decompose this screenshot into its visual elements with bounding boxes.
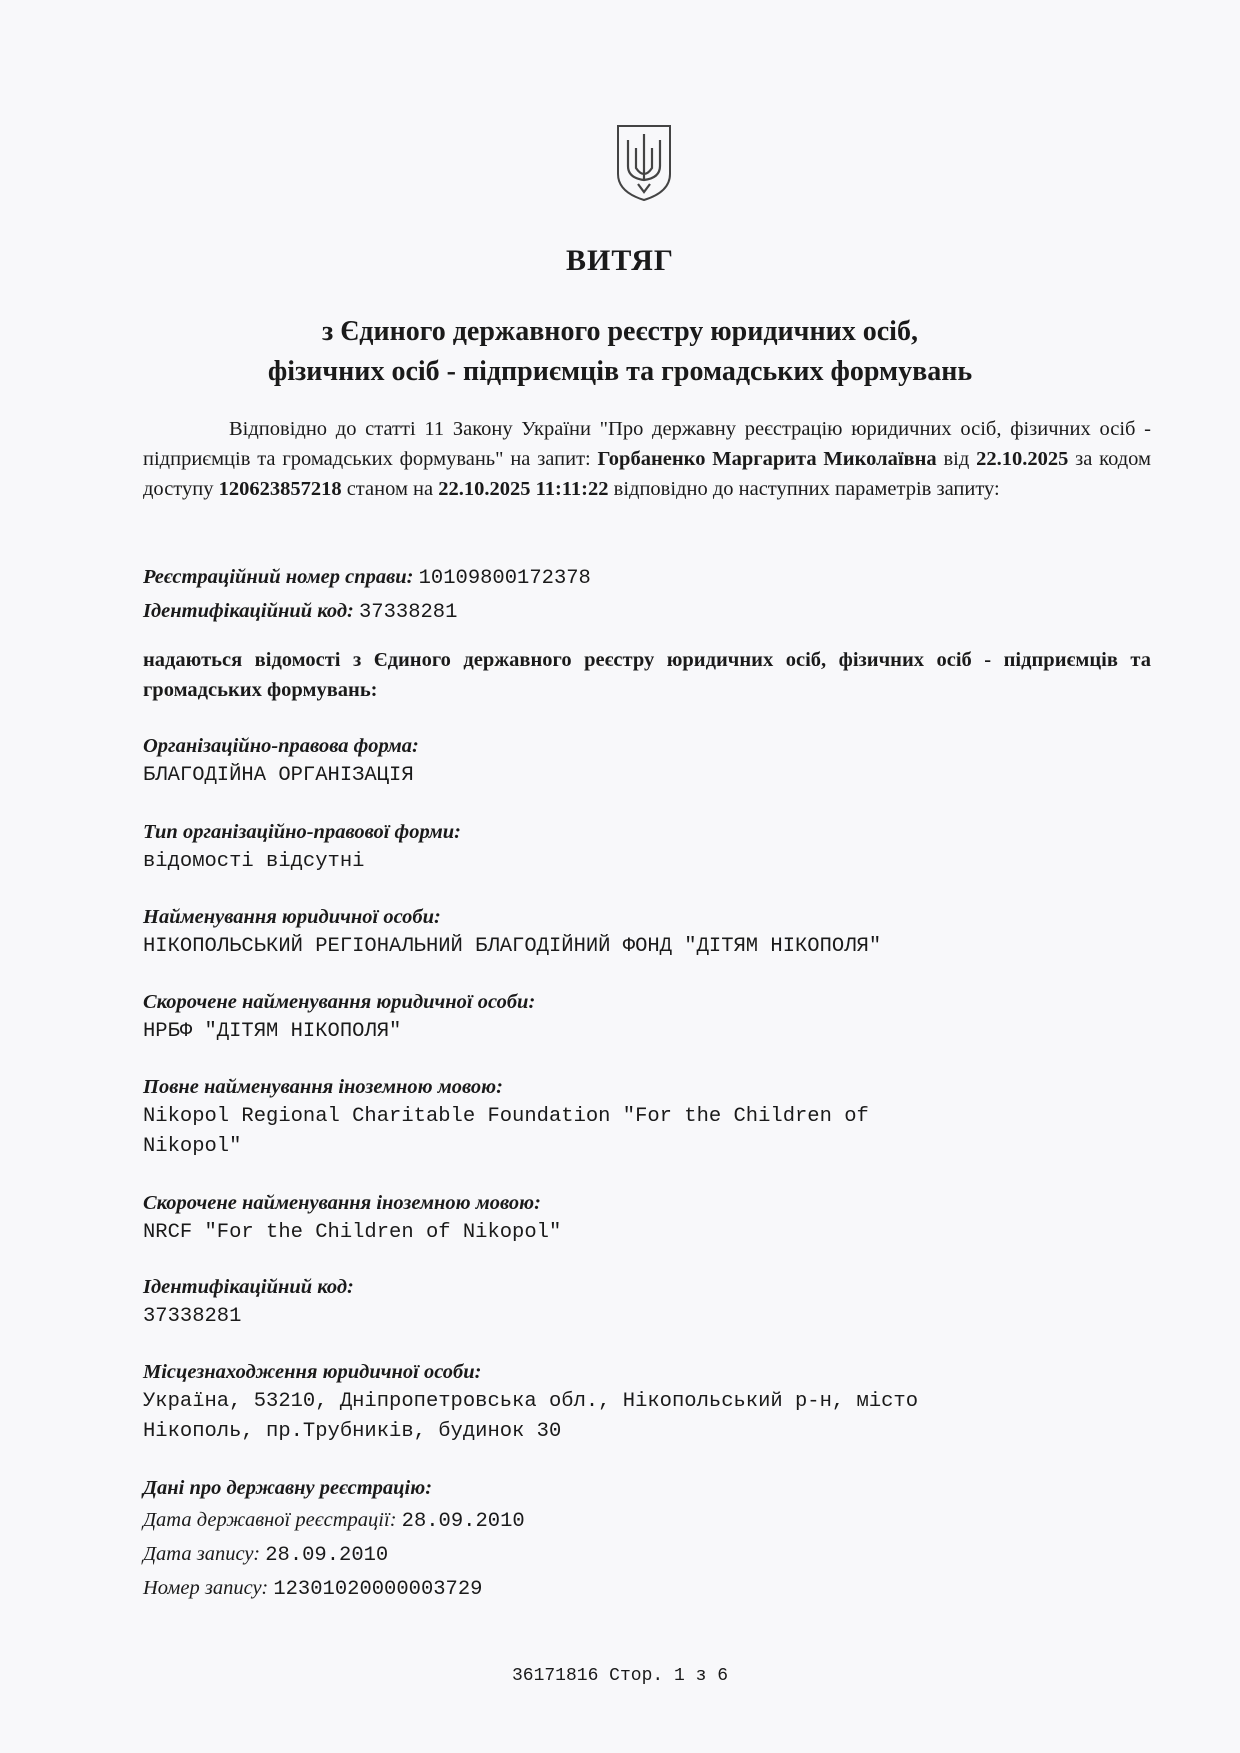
field-value: НІКОПОЛЬСЬКИЙ РЕГІОНАЛЬНИЙ БЛАГОДІЙНИЙ ФОНД "ДІТЯМ НІКОПОЛЯ"	[143, 935, 882, 958]
field-label: Ідентифікаційний код:	[143, 1276, 354, 1298]
entry-date-label: Дата запису:	[143, 1543, 261, 1565]
trident-emblem-icon	[614, 122, 674, 202]
case-number-row	[143, 561, 1151, 595]
registration-section	[143, 1472, 1151, 1606]
intro-text-1: Відповідно до статті 11 Закону України "Про державну реєстрацію юридичних осіб, фізичних осіб - підприємців та громадських формувань" на запит:	[143, 418, 1151, 470]
field-value: Nikopol Regional Charitable Foundation "For the Children of Nikopol"	[143, 1105, 869, 1158]
field-label: Організаційно-правова форма:	[143, 735, 419, 757]
field-value: відомості відсутні	[143, 850, 365, 873]
intro-text-5: відповідно до наступних параметрів запиту:	[608, 478, 1000, 500]
field-label: Найменування юридичної особи:	[143, 906, 441, 928]
page-footer: 36171816 Стор. 1 з 6	[511, 1666, 729, 1686]
intro-text-2: від	[936, 448, 977, 470]
requester-name: Горбаненко Маргарита Миколаївна	[597, 448, 937, 470]
id-code-value: 37338281	[359, 601, 458, 624]
intro-text-4: станом на	[341, 478, 439, 500]
field-value: NRCF "For the Children of Nikopol"	[143, 1221, 562, 1244]
field-legal-name	[143, 902, 1151, 962]
field-label: Тип організаційно-правової форми:	[143, 821, 461, 843]
case-number-value: 10109800172378	[418, 567, 591, 590]
page-subtitle	[0, 312, 1240, 392]
field-short-name	[143, 987, 1151, 1047]
as-of-datetime: 22.10.2025 11:11:22	[438, 478, 609, 500]
field-label: Місцезнаходження юридичної особи:	[143, 1361, 482, 1383]
id-code-row	[143, 595, 1151, 629]
field-legal-form	[143, 731, 1151, 791]
entry-number-value: 12301020000003729	[273, 1578, 483, 1601]
registration-label: Дані про державну реєстрацію:	[143, 1477, 433, 1499]
registration-date-label: Дата державної реєстрації:	[143, 1509, 397, 1531]
entry-date-value: 28.09.2010	[265, 1544, 389, 1567]
field-value: 37338281	[143, 1305, 242, 1328]
field-value: БЛАГОДІЙНА ОРГАНІЗАЦІЯ	[143, 764, 414, 787]
query-params	[143, 561, 1151, 629]
request-date: 22.10.2025	[976, 448, 1069, 470]
field-label: Скорочене найменування іноземною мовою:	[143, 1192, 541, 1214]
field-location	[143, 1357, 1151, 1447]
access-code: 120623857218	[218, 478, 342, 500]
field-id-code	[143, 1272, 1151, 1332]
subtitle-line-1: з Єдиного державного реєстру юридичних осіб,	[322, 316, 918, 347]
page-title: ВИТЯГ	[566, 244, 674, 277]
entry-number-row	[143, 1572, 1151, 1606]
entry-number-label: Номер запису:	[143, 1577, 269, 1599]
field-label: Скорочене найменування юридичної особи:	[143, 991, 536, 1013]
registration-date-value: 28.09.2010	[401, 1510, 525, 1533]
intro-paragraph	[143, 414, 1151, 504]
entry-date-row	[143, 1538, 1151, 1572]
field-legal-form-type	[143, 817, 1151, 877]
field-foreign-full-name	[143, 1072, 1151, 1162]
id-code-label: Ідентифікаційний код:	[143, 600, 354, 622]
field-value: Україна, 53210, Дніпропетровська обл., Нікопольський р-н, місто Нікополь, пр.Трубників, будинок 30	[143, 1390, 919, 1443]
provided-statement: надаються відомості з Єдиного державного реєстру юридичних осіб, фізичних осіб - підприємців та громадських формувань:	[143, 649, 1151, 701]
field-value: НРБФ "ДІТЯМ НІКОПОЛЯ"	[143, 1020, 402, 1043]
subtitle-line-2: фізичних осіб - підприємців та громадських формувань	[267, 356, 973, 387]
registration-date-row	[143, 1504, 1151, 1538]
intro-text-3: за кодом доступу	[143, 448, 1151, 500]
field-label: Повне найменування іноземною мовою:	[143, 1076, 503, 1098]
case-number-label: Реєстраційний номер справи:	[143, 566, 414, 588]
field-foreign-short-name	[143, 1188, 1151, 1248]
